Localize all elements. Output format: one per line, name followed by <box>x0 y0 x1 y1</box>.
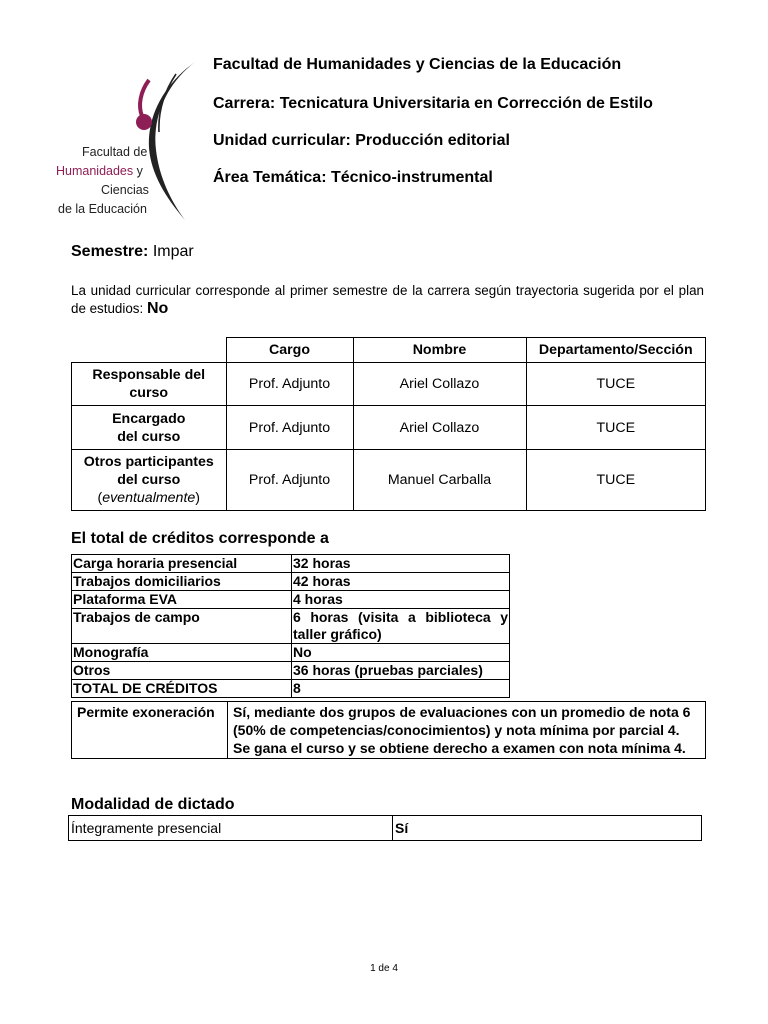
staff-nombre-cell: Manuel Carballa <box>353 450 526 511</box>
faculty-logo <box>48 58 198 226</box>
creditos-label: Trabajos de campo <box>72 609 292 644</box>
svg-text:Humanidades y <box>56 164 144 178</box>
creditos-total-value: 8 <box>292 680 510 698</box>
creditos-value: 36 horas (pruebas parciales) <box>292 662 510 680</box>
staff-header-nombre: Nombre <box>353 338 526 363</box>
modalidad-title: Modalidad de dictado <box>71 796 235 813</box>
staff-role-note: (eventualmente) <box>97 490 201 506</box>
intro-answer: No <box>146 300 169 317</box>
staff-depto-cell: TUCE <box>526 363 706 406</box>
staff-role-line1: Otros participantes <box>83 454 214 470</box>
creditos-row <box>72 573 510 591</box>
creditos-total-row <box>72 680 510 698</box>
staff-role-line2: del curso <box>117 428 181 445</box>
creditos-row <box>72 591 510 609</box>
exoneracion-row <box>72 702 706 759</box>
staff-nombre-cell: Ariel Collazo <box>353 363 526 406</box>
creditos-row <box>72 609 510 644</box>
modalidad-value: Sí <box>393 816 702 841</box>
logo-accent-arc <box>140 80 149 116</box>
staff-role-line1: Encargado <box>112 410 186 427</box>
creditos-label: Plataforma EVA <box>72 591 292 609</box>
staff-header-row <box>72 338 706 363</box>
exoneracion-value: Sí, mediante dos grupos de evaluaciones con un promedio de nota 6 (50% de competencias/conocimientos) y nota mínima por parcial 4. Se gana el curso y se obtiene derecho a examen con nota mínima 4. <box>228 702 706 759</box>
staff-role-line2: curso <box>129 385 169 401</box>
staff-row <box>72 450 706 511</box>
creditos-row <box>72 662 510 680</box>
creditos-value: 6 horas (visita a biblioteca y taller gráfico) <box>293 609 508 642</box>
staff-header-cargo: Cargo <box>226 338 353 363</box>
logo-graphic <box>48 58 198 226</box>
creditos-row <box>72 555 510 573</box>
semestre-label: Semestre: <box>71 243 149 260</box>
creditos-table <box>71 554 510 698</box>
creditos-title: El total de créditos corresponde a <box>71 530 329 547</box>
logo-line-3: Ciencias <box>101 183 149 197</box>
page-number: 1 de 4 <box>370 963 398 974</box>
carrera-line: Carrera: Tecnicatura Universitaria en Corrección de Estilo <box>213 95 653 112</box>
logo-accent-dot <box>136 114 152 130</box>
unidad-line: Unidad curricular: Producción editorial <box>213 132 510 149</box>
staff-depto-cell: TUCE <box>526 450 706 511</box>
logo-line-1: Facultad de <box>82 145 148 159</box>
exoneracion-table <box>71 701 706 759</box>
staff-header-empty <box>72 338 227 363</box>
staff-row <box>72 363 706 406</box>
staff-role-note-text: eventualmente <box>102 490 196 506</box>
staff-role-line2: del curso <box>117 472 181 488</box>
staff-row <box>72 406 706 450</box>
creditos-value: 4 horas <box>292 591 510 609</box>
intro-paragraph <box>71 282 704 318</box>
creditos-label: Otros <box>72 662 292 680</box>
exoneracion-label: Permite exoneración <box>72 702 228 759</box>
creditos-value: 42 horas <box>292 573 510 591</box>
creditos-value: No <box>292 644 510 662</box>
creditos-row <box>72 644 510 662</box>
modalidad-label: Íntegramente presencial <box>69 816 393 841</box>
staff-cargo-cell: Prof. Adjunto <box>226 450 353 511</box>
modalidad-row <box>69 816 702 841</box>
faculty-title: Facultad de Humanidades y Ciencias de la Educación <box>213 56 622 73</box>
logo-swoosh <box>149 62 195 220</box>
staff-role-cell <box>72 363 227 406</box>
staff-nombre-cell: Ariel Collazo <box>353 406 526 450</box>
logo-line-4: de la Educación <box>58 202 147 216</box>
semestre-value: Impar <box>152 243 194 260</box>
staff-table <box>71 337 706 511</box>
semestre-line <box>71 243 194 261</box>
staff-role-line1: Responsable del <box>92 367 206 383</box>
logo-line-2-humanidades: Humanidades <box>56 164 134 178</box>
staff-cargo-cell: Prof. Adjunto <box>226 406 353 450</box>
creditos-label: Carga horaria presencial <box>72 555 292 573</box>
creditos-label: Trabajos domiciliarios <box>72 573 292 591</box>
staff-header-depto: Departamento/Sección <box>526 338 706 363</box>
creditos-total-label: TOTAL DE CRÉDITOS <box>72 680 292 698</box>
creditos-label: Monografía <box>72 644 292 662</box>
staff-depto-cell: TUCE <box>526 406 706 450</box>
modalidad-table <box>68 815 702 841</box>
area-line: Área Temática: Técnico-instrumental <box>213 169 493 186</box>
staff-role-cell <box>72 406 227 450</box>
staff-cargo-cell: Prof. Adjunto <box>226 363 353 406</box>
staff-role-cell <box>72 450 227 511</box>
logo-line-2-y: y <box>136 164 143 178</box>
creditos-value: 32 horas <box>292 555 510 573</box>
intro-text: La unidad curricular corresponde al primer semestre de la carrera según trayectoria sugerida por el plan de estudios: <box>71 283 704 316</box>
